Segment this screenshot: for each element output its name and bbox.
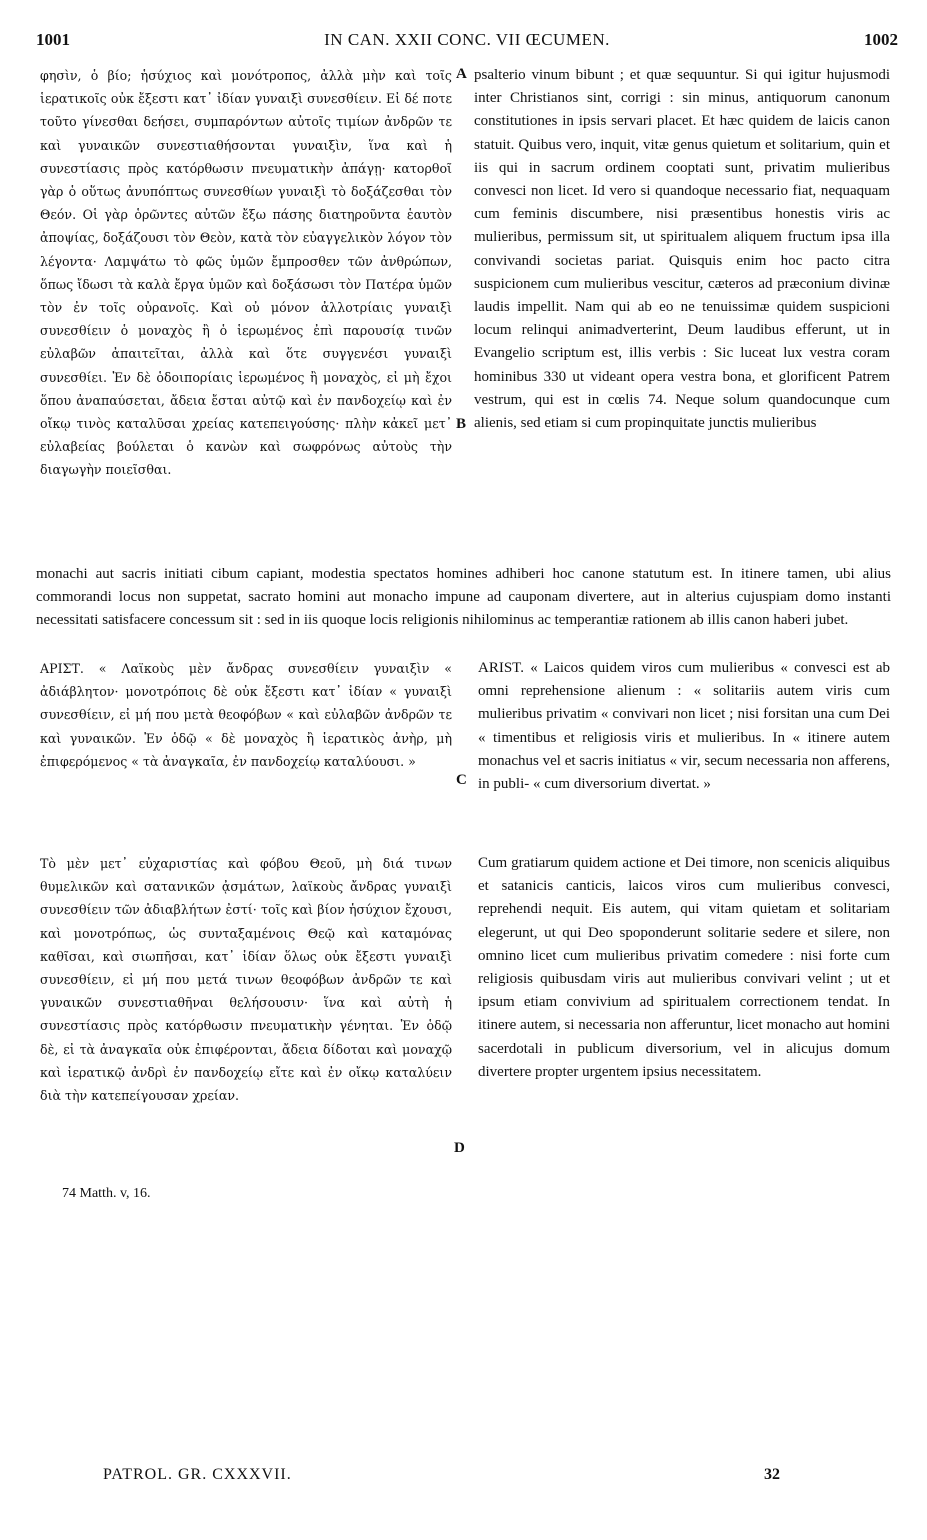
margin-marker-d: D — [454, 1140, 465, 1156]
footnote: 74 Matth. v, 16. — [62, 1186, 151, 1201]
greek-text-1: φησὶν, ὁ βίο; ἡσύχιος καὶ μονότροπος, ἀλλὰ μὴν καὶ τοῖς ἱερατικοῖς οὐκ ἔξεστι κατ᾽ ἰδίαν γυναιξὶ συνεσθίειν. Εἰ δέ ποτε τοῦτο γίνεσθαι δεήσει, συμπαρόντων αὐτοῖς τιμίων ἀνδρῶν τε καὶ γυναικῶν συνεστιαθήσονται γυναιξὶν, ἵνα καὶ ἡ συνεστίασις πρὸς κατόρθωσιν πνευματικὴν ἀπάγῃ· κατορθοῖ γὰρ ὁ οὕτως ἀνυπόπτως συνεσθίων γυναιξὶ τὸ δοξάζεσθαι τὸν Θεόν. Οἱ γὰρ ὁρῶντες αὐτῶν ἔξω πάσης διατηροῦντα ἑαυτὸν ἀποψίας, δοξάζουσι τὸν Θεὸν, κατὰ τὸν εὐαγγελικὸν λόγον τὸν λέγοντα· Λαμψάτω τὸ φῶς ὑμῶν ἔμπροσθεν τῶν ἀνθρώπων, ὅπως ἴδωσι τὰ καλὰ ἔργα ὑμῶν καὶ δοξάσωσι τὸν Πατέρα ὑμῶν τὸν ἐν τοῖς οὐρανοῖς. Καὶ οὐ μόνον ἀλλοτρίαις γυναιξὶ συνεσθίειν ὁ μοναχὸς ἢ ὁ ἱερωμένος ἐπὶ παρουσίᾳ τινῶν εὐλαβῶν ἀπαιτεῖται, ἀλλὰ καὶ ὅτε συγγενέσι γυναιξὶ συνεσθίει. Ἐν δὲ ὁδοιπορίαις ἱερωμένος ἢ μοναχὸς, εἰ μὴ ἔχοι ὅπου ἀναπαύσεται, ἄδεια ἔσται αὐτῷ καὶ ἐν πανδοχείῳ καὶ ἐν οἴκῳ τινὸς καταλῦσαι χρείας κατεπειγούσης· πλὴν κἀκεῖ μετ᾽ εὐλαβείας βούλεται ὁ κανὼν καὶ σωφρόνως αὐτοὺς τὴν διαγωγὴν ποιεῖσθαι. — [40, 68, 452, 478]
footer-signature-number: 32 — [764, 1466, 780, 1483]
greek-column-1 — [40, 64, 452, 482]
latin-text-1: psalterio vinum bibunt ; et quæ sequuntur. Si qui igitur hujusmodi inter Christianos sint, corrigi : sin minus, antiquorum canonum constitutiones in ipsis servari placet. Et hæc quidem de laicis canon statuit. Quibus vero, inquit, vitæ genus quietum et solitarium, quin et iis qui in sacrum ordinem cooptati sunt, privatim mulieribus convesci non licet. Id vero si quandoque necessario fiat, nequaquam cum feminis discumbere, nisi præsentibus honestis viris ac mulieribus, permissum sit, ut spiritualem aliquem fructum ipsa illa convivandi societas pariat. Quisquis enim hoc pacto citra suspicionem cum mulieribus vescitur, cæteros ad præconium divinæ laudis impellit. Nam qui ab eo ne tenuissimæ quidem suspicioni locum relinqui animadverterint, Deum laudibus efferunt, ut in Evangelio scriptum est, illis verbis : Sic luceat lux vestra coram hominibus 330 ut videant opera vestra bona, et glorificent Patrem vestrum, qui est in cœlis 74. Neque solum quandocunque cum alienis, sed etiam si cum propinquitate junctis mulieribus — [474, 67, 890, 432]
header-title: IN CAN. XXII CONC. VII ŒCUMEN. — [324, 30, 610, 49]
footer-signature: PATROL. GR. CXXXVII. — [103, 1466, 292, 1483]
greek-column-3 — [40, 852, 452, 1107]
latin-column-3 — [478, 852, 890, 1084]
margin-marker-c: C — [456, 772, 467, 788]
full-width-text — [36, 563, 891, 633]
greek-column-2 — [40, 657, 452, 773]
margin-marker-a: A — [456, 66, 467, 82]
page-number-left: 1001 — [36, 30, 70, 49]
page-number-right: 1002 — [864, 30, 898, 49]
latin-text-3: Cum gratiarum quidem actione et Dei timore, non scenicis aliquibus et satanicis canticis, laicos viros cum mulieribus convesci, reprehendi nequit. Eis autem, qui vitam quietam et solitariam elegerunt, ut qui Deo spoponderunt solitarie sedere et silere, non omnino licet cum mulieribus privatim comedere : nisi forte cum religiosis quibusdam viris aut mulieribus convivari velint ; ut et ipsum etiam convivium ad spiritualem correctionem tendat. In itinere autem, si necessaria non afferuntur, licet monacho aut homini sacerdotali in publicum diversorium, vel in alicujus domum divertere propter urgentem ipsius necessitatem. — [478, 855, 890, 1080]
latin-text-2: ARIST. « Laicos quidem viros cum mulieribus « convesci est ab omni reprehensione alienum : « solitariis autem viris cum mulieribus privatim « convivari non licet ; nisi forsitan una cum Dei « timentibus et religiosis viris et mulieribus. In « itinere autem monachus vel et sacris initiatus « vir, secum necessaria non afferens, in publi- « cum diversorium divertat. » — [478, 660, 890, 793]
latin-column-1 — [474, 64, 890, 435]
running-header — [36, 30, 898, 58]
margin-marker-b: B — [456, 416, 467, 432]
full-width-paragraph: monachi aut sacris initiati cibum capiant, modestia spectatos homines adhiberi hoc canone statutum est. In itinere tamen, ubi alius commorandi locus non suppetat, sacrato homini aut monacho impune ad cauponam divertere, aut in alterius cujuspiam domo instanti necessitati satisfacere concessum sit : sed in iis quoque locis religionis nihilominus ac temperantiæ rationem ab illis canon haberi jubet. — [36, 566, 891, 629]
greek-text-3: Τὸ μὲν μετ᾽ εὐχαριστίας καὶ φόβου Θεοῦ, μὴ διά τινων θυμελικῶν καὶ σατανικῶν ᾀσμάτων, λαϊκοὺς ἄνδρας γυναιξὶ συνεσθίειν τῶν ἀδιαβλήτων ἐστί· τοῖς καὶ βίον ἡσύχιον ἔχουσι, καὶ μονοτρόπως, ὡς συνταξαμένοις Θεῷ καὶ καταμόνας καθῖσαι, καὶ σιωπῆσαι, κατ᾽ ἰδίαν ὅλως οὐκ ἔξεστι γυναιξὶ συνεσθίειν, εἰ μή που μετά τινων θεοφόβων ἀνδρῶν τε καὶ γυναικῶν συνεστιαθῆναι θελήσουσιν· ἵνα καὶ αὐτὴ ἡ συνεστίασις πρὸς κατόρθωσιν πνευματικὴν γένηται. Ἐν ὁδῷ δὲ, εἰ τὰ ἀναγκαῖα οὐκ ἐπιφέρονται, ἄδεια δίδοται καὶ μοναχῷ καὶ ἱερατικῷ ἀνδρὶ ἐν πανδοχείῳ εἴτε καὶ ἐν οἴκῳ καταλύειν διὰ τὴν κατεπείγουσαν χρείαν. — [40, 856, 452, 1104]
greek-text-2: ΑΡΙΣΤ. « Λαϊκοὺς μὲν ἄνδρας συνεσθίειν γυναιξὶν « ἀδιάβλητον· μονοτρόποις δὲ οὐκ ἔξεστι κατ᾽ ἰδίαν « γυναιξὶ συνεσθίειν, εἰ μή που μετὰ θεοφόβων « καὶ εὐλαβῶν ἀνδρῶν τε καὶ γυναικῶν. Ἐν ὁδῷ « δὲ μοναχὸς ἢ ἱερατικὸς ἀνὴρ, μὴ ἐπιφερόμενος « τὰ ἀναγκαῖα, ἐν πανδοχείῳ καταλύουσι. » — [40, 661, 452, 769]
latin-column-2 — [478, 657, 890, 796]
